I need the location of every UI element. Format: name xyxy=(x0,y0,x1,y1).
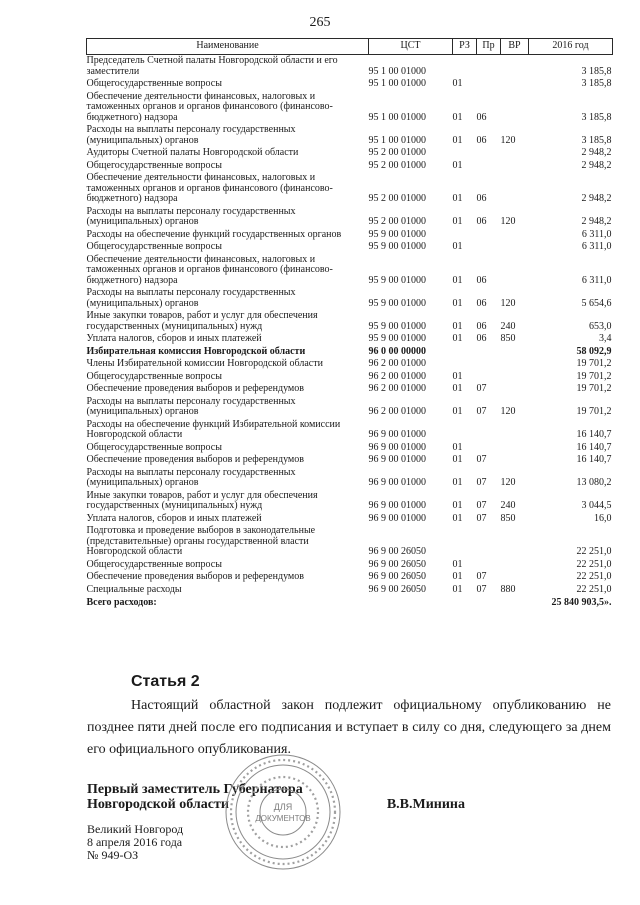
row-vr xyxy=(501,371,529,384)
row-pr xyxy=(477,559,501,572)
table-row xyxy=(87,559,613,572)
row-vr: 240 xyxy=(500,500,516,511)
page-number: 265 xyxy=(309,15,331,30)
table-row xyxy=(87,254,613,288)
article-heading: Статья 2 xyxy=(131,673,200,690)
row-cst: 96 9 00 01000 xyxy=(368,500,426,511)
row-pr xyxy=(477,55,501,79)
table-header-row xyxy=(87,39,613,55)
row-name: Общегосударственные вопросы xyxy=(86,558,222,570)
table-row xyxy=(87,160,613,173)
row-cst: 96 2 00 01000 xyxy=(368,358,426,369)
row-rz: 01 xyxy=(452,297,463,309)
row-cst: 96 2 00 01000 xyxy=(368,406,426,417)
row-pr: 06 xyxy=(476,134,487,146)
row-name: Общегосударственные вопросы xyxy=(86,159,222,171)
row-cst: 96 9 00 01000 xyxy=(368,512,426,524)
row-cst: 95 9 00 01000 xyxy=(368,320,426,332)
row-pr: 07 xyxy=(476,454,487,465)
row-amount: 3 185,8 xyxy=(581,111,612,123)
row-amount: 2 948,2 xyxy=(581,159,612,171)
row-amount: 22 251,0 xyxy=(576,558,612,570)
table-row xyxy=(87,525,613,559)
row-pr xyxy=(477,241,501,254)
total-amount: 25 840 903,5». xyxy=(551,597,612,608)
table-row xyxy=(87,124,613,147)
row-vr: 120 xyxy=(500,297,516,309)
total-label: Всего расходов: xyxy=(86,597,157,608)
row-amount: 5 654,6 xyxy=(581,297,612,309)
row-pr xyxy=(477,442,501,455)
row-cst: 95 1 00 01000 xyxy=(368,78,426,89)
row-amount: 653,0 xyxy=(589,320,612,332)
row-cst: 96 2 00 01000 xyxy=(368,370,426,382)
row-rz xyxy=(453,358,477,371)
table-row xyxy=(87,467,613,490)
row-amount: 6 311,0 xyxy=(581,228,612,240)
row-amount: 3 185,8 xyxy=(581,134,612,146)
row-name: Иные закупки товаров, работ и услуг для обеспечения государственных (муниципальных) нужд xyxy=(86,310,318,332)
row-amount: 3,4 xyxy=(599,333,612,344)
row-pr xyxy=(477,371,501,384)
row-vr xyxy=(501,454,529,467)
row-pr xyxy=(477,358,501,371)
row-name: Общегосударственные вопросы xyxy=(86,441,222,453)
row-amount: 22 251,0 xyxy=(576,571,612,582)
row-name: Общегосударственные вопросы xyxy=(86,370,222,382)
row-rz xyxy=(453,419,477,442)
row-amount: 22 251,0 xyxy=(576,583,612,595)
row-vr: 120 xyxy=(500,477,516,488)
table-row xyxy=(87,584,613,597)
row-vr xyxy=(501,358,529,371)
row-rz xyxy=(453,229,477,242)
row-amount: 19 701,2 xyxy=(576,406,612,417)
row-vr xyxy=(501,525,529,559)
row-rz: 01 xyxy=(452,500,463,511)
header-year: 2016 год xyxy=(529,39,613,55)
row-cst: 95 2 00 01000 xyxy=(368,147,426,158)
row-rz: 01 xyxy=(452,583,463,595)
row-cst: 96 9 00 26050 xyxy=(368,558,426,570)
row-pr: 06 xyxy=(476,320,487,332)
row-amount: 6 311,0 xyxy=(581,241,612,252)
table-row xyxy=(87,147,613,160)
row-pr: 06 xyxy=(476,274,487,286)
row-amount: 3 185,8 xyxy=(581,65,612,77)
row-cst: 96 9 00 26050 xyxy=(368,571,426,582)
row-rz: 01 xyxy=(452,441,463,453)
row-vr xyxy=(501,229,529,242)
row-name: Расходы на выплаты персоналу государственных (муниципальных) органов xyxy=(86,287,296,309)
row-amount: 2 948,2 xyxy=(581,147,612,158)
table-row xyxy=(87,396,613,419)
row-vr xyxy=(501,559,529,572)
row-name: Обеспечение деятельности финансовых, налоговых и таможенных органов и органов финансового (финансово-бюджетного) надзора xyxy=(86,90,333,123)
table-row xyxy=(87,371,613,384)
row-cst: 96 9 00 01000 xyxy=(368,429,426,440)
header-cst: ЦСТ xyxy=(369,39,453,55)
row-rz xyxy=(453,525,477,559)
row-cst: 96 9 00 01000 xyxy=(368,441,426,453)
row-vr xyxy=(501,172,529,206)
row-amount: 16 140,7 xyxy=(576,441,612,453)
row-pr: 07 xyxy=(476,583,487,595)
row-pr: 06 xyxy=(476,193,487,204)
table-row xyxy=(87,571,613,584)
row-rz: 01 xyxy=(452,477,463,488)
row-rz: 01 xyxy=(452,370,463,382)
row-pr xyxy=(477,78,501,91)
table-row xyxy=(87,383,613,396)
row-name: Расходы на выплаты персоналу государственных (муниципальных) органов xyxy=(86,395,296,417)
row-name: Расходы на выплаты персоналу государственных (муниципальных) органов xyxy=(86,466,296,488)
row-rz: 01 xyxy=(452,454,463,465)
row-rz: 01 xyxy=(452,406,463,417)
row-rz: 01 xyxy=(452,512,463,524)
row-rz: 01 xyxy=(452,111,463,123)
row-cst: 95 1 00 01000 xyxy=(368,134,426,146)
article-text: Настоящий областной закон подлежит официальному опубликованию не позднее пяти дней после его подписания и вступает в силу со дня, следующего за днем его официального опубликования. xyxy=(87,698,611,757)
row-cst: 96 2 00 01000 xyxy=(368,383,426,394)
row-vr xyxy=(501,91,529,125)
budget-table xyxy=(86,38,613,610)
header-name: Наименование xyxy=(87,39,369,55)
table-row xyxy=(87,206,613,229)
row-name: Иные закупки товаров, работ и услуг для обеспечения государственных (муниципальных) нужд xyxy=(86,489,318,511)
footer-date: 8 апреля 2016 года xyxy=(87,835,183,849)
row-name: Обеспечение проведения выборов и референдумов xyxy=(86,454,304,465)
row-rz: 01 xyxy=(452,333,463,344)
table-body xyxy=(87,55,613,597)
row-vr xyxy=(501,147,529,160)
row-vr: 880 xyxy=(500,583,516,595)
header-rz: РЗ xyxy=(453,39,477,55)
row-amount: 6 311,0 xyxy=(581,274,612,286)
row-rz xyxy=(453,346,477,359)
row-vr xyxy=(501,442,529,455)
row-name: Уплата налогов, сборов и иных платежей xyxy=(86,512,262,524)
row-pr: 06 xyxy=(476,111,487,123)
row-vr xyxy=(501,78,529,91)
row-name: Избирательная комиссия Новгородской области xyxy=(86,345,306,357)
row-rz: 01 xyxy=(452,320,463,332)
row-cst: 95 9 00 01000 xyxy=(368,228,426,240)
row-pr xyxy=(477,147,501,160)
footer-city: Великий Новгород xyxy=(87,822,184,836)
footer-number: № 949-ОЗ xyxy=(87,848,139,862)
signatory-name: В.В.Минина xyxy=(386,797,465,812)
row-vr xyxy=(501,241,529,254)
table-row xyxy=(87,513,613,526)
official-stamp xyxy=(223,752,343,872)
table-row xyxy=(87,229,613,242)
row-cst: 95 2 00 01000 xyxy=(368,193,426,204)
row-vr: 120 xyxy=(500,134,516,146)
row-cst: 95 1 00 01000 xyxy=(368,111,426,123)
row-name: Расходы на выплаты персоналу государственных (муниципальных) органов xyxy=(86,124,296,146)
row-rz: 01 xyxy=(452,134,463,146)
row-vr xyxy=(501,55,529,79)
header-vr: ВР xyxy=(501,39,529,55)
row-name: Члены Избирательной комиссии Новгородской области xyxy=(86,358,323,369)
row-vr: 120 xyxy=(500,216,516,227)
row-vr xyxy=(501,160,529,173)
table-row xyxy=(87,442,613,455)
row-rz: 01 xyxy=(452,571,463,582)
row-vr xyxy=(501,383,529,396)
table-row xyxy=(87,358,613,371)
row-rz: 01 xyxy=(452,274,463,286)
row-name: Обеспечение деятельности финансовых, налоговых и таможенных органов и органов финансового (финансово-бюджетного) надзора xyxy=(86,172,333,204)
row-name: Общегосударственные вопросы xyxy=(86,241,222,252)
row-vr xyxy=(501,419,529,442)
table-row xyxy=(87,55,613,79)
table-row xyxy=(87,454,613,467)
row-pr xyxy=(477,229,501,242)
stamp-text-line2: ДОКУМЕНТОВ xyxy=(255,814,311,823)
signature-position-line2: Новгородской области xyxy=(87,797,229,812)
row-name: Председатель Счетной палаты Новгородской области и его заместители xyxy=(86,55,338,77)
row-vr: 850 xyxy=(500,333,516,344)
row-cst: 95 2 00 01000 xyxy=(368,216,426,227)
total-row xyxy=(87,596,613,610)
table-row xyxy=(87,333,613,346)
table-row xyxy=(87,490,613,513)
row-name: Расходы на обеспечение функций государственных органов xyxy=(86,228,342,240)
table-row xyxy=(87,419,613,442)
signature-position-line1: Первый заместитель Губернатора xyxy=(87,782,303,797)
row-name: Специальные расходы xyxy=(86,583,182,595)
row-name: Обеспечение проведения выборов и референдумов xyxy=(86,383,304,394)
row-cst: 96 9 00 26050 xyxy=(368,583,426,595)
row-name: Расходы на выплаты персоналу государственных (муниципальных) органов xyxy=(86,205,296,227)
row-pr: 07 xyxy=(476,571,487,582)
row-vr: 240 xyxy=(500,320,516,332)
row-pr: 07 xyxy=(476,512,487,524)
row-rz: 01 xyxy=(452,558,463,570)
row-name: Расходы на обеспечение функций Избирательной комиссии Новгородской области xyxy=(86,418,341,440)
row-cst: 95 2 00 01000 xyxy=(368,159,426,171)
table-row xyxy=(87,91,613,125)
row-rz: 01 xyxy=(452,383,463,394)
row-amount: 2 948,2 xyxy=(581,216,612,227)
row-pr xyxy=(477,525,501,559)
row-pr: 07 xyxy=(476,383,487,394)
row-name: Общегосударственные вопросы xyxy=(86,78,222,89)
row-amount: 13 080,2 xyxy=(576,477,612,488)
row-cst: 95 9 00 01000 xyxy=(368,241,426,252)
row-rz: 01 xyxy=(452,193,463,204)
row-cst: 95 1 00 01000 xyxy=(368,65,426,77)
row-pr xyxy=(477,346,501,359)
row-vr: 850 xyxy=(500,512,516,524)
row-amount: 22 251,0 xyxy=(576,546,612,557)
row-cst: 96 9 00 01000 xyxy=(368,477,426,488)
row-pr: 06 xyxy=(476,216,487,227)
table-row xyxy=(87,172,613,206)
table-row xyxy=(87,310,613,333)
row-name: Подготовка и проведение выборов в законодательные (представительные) органы государственной власти Новгородской области xyxy=(86,525,316,557)
row-amount: 2 948,2 xyxy=(581,193,612,204)
row-cst: 96 9 00 01000 xyxy=(368,454,426,465)
row-amount: 16 140,7 xyxy=(576,429,612,440)
row-amount: 19 701,2 xyxy=(576,383,612,394)
row-rz: 01 xyxy=(452,159,463,171)
row-amount: 58 092,9 xyxy=(576,345,612,357)
row-vr: 120 xyxy=(500,406,516,417)
row-pr: 06 xyxy=(476,297,487,309)
row-pr xyxy=(477,419,501,442)
row-pr: 06 xyxy=(476,333,487,344)
table-row xyxy=(87,346,613,359)
row-cst: 95 9 00 01000 xyxy=(368,333,426,344)
row-name: Уплата налогов, сборов и иных платежей xyxy=(86,333,262,344)
row-cst: 95 9 00 01000 xyxy=(368,297,426,309)
table-row xyxy=(87,78,613,91)
row-cst: 95 9 00 01000 xyxy=(368,274,426,286)
row-vr xyxy=(501,254,529,288)
row-cst: 96 9 00 26050 xyxy=(368,546,426,557)
row-vr xyxy=(501,571,529,584)
row-name: Аудиторы Счетной палаты Новгородской области xyxy=(86,147,299,158)
row-amount: 19 701,2 xyxy=(576,358,612,369)
row-pr: 07 xyxy=(476,477,487,488)
row-rz: 01 xyxy=(452,216,463,227)
footer xyxy=(87,823,183,862)
stamp-text-line1: ДЛЯ xyxy=(273,802,293,812)
row-cst: 96 0 00 00000 xyxy=(368,345,426,357)
row-vr xyxy=(501,346,529,359)
row-amount: 16,0 xyxy=(594,512,612,524)
row-rz: 01 xyxy=(452,78,463,89)
row-rz: 01 xyxy=(452,241,463,252)
row-name: Обеспечение деятельности финансовых, налоговых и таможенных органов и органов финансового (финансово-бюджетного) надзора xyxy=(86,253,333,286)
row-rz xyxy=(453,55,477,79)
row-amount: 19 701,2 xyxy=(576,370,612,382)
row-name: Обеспечение проведения выборов и референдумов xyxy=(86,571,304,582)
row-amount: 16 140,7 xyxy=(576,454,612,465)
row-amount: 3 185,8 xyxy=(581,78,612,89)
table-row xyxy=(87,241,613,254)
row-pr xyxy=(477,160,501,173)
row-pr: 07 xyxy=(476,500,487,511)
table-row xyxy=(87,287,613,310)
row-rz xyxy=(453,147,477,160)
row-pr: 07 xyxy=(476,406,487,417)
header-pr: Пр xyxy=(477,39,501,55)
row-amount: 3 044,5 xyxy=(581,500,612,511)
